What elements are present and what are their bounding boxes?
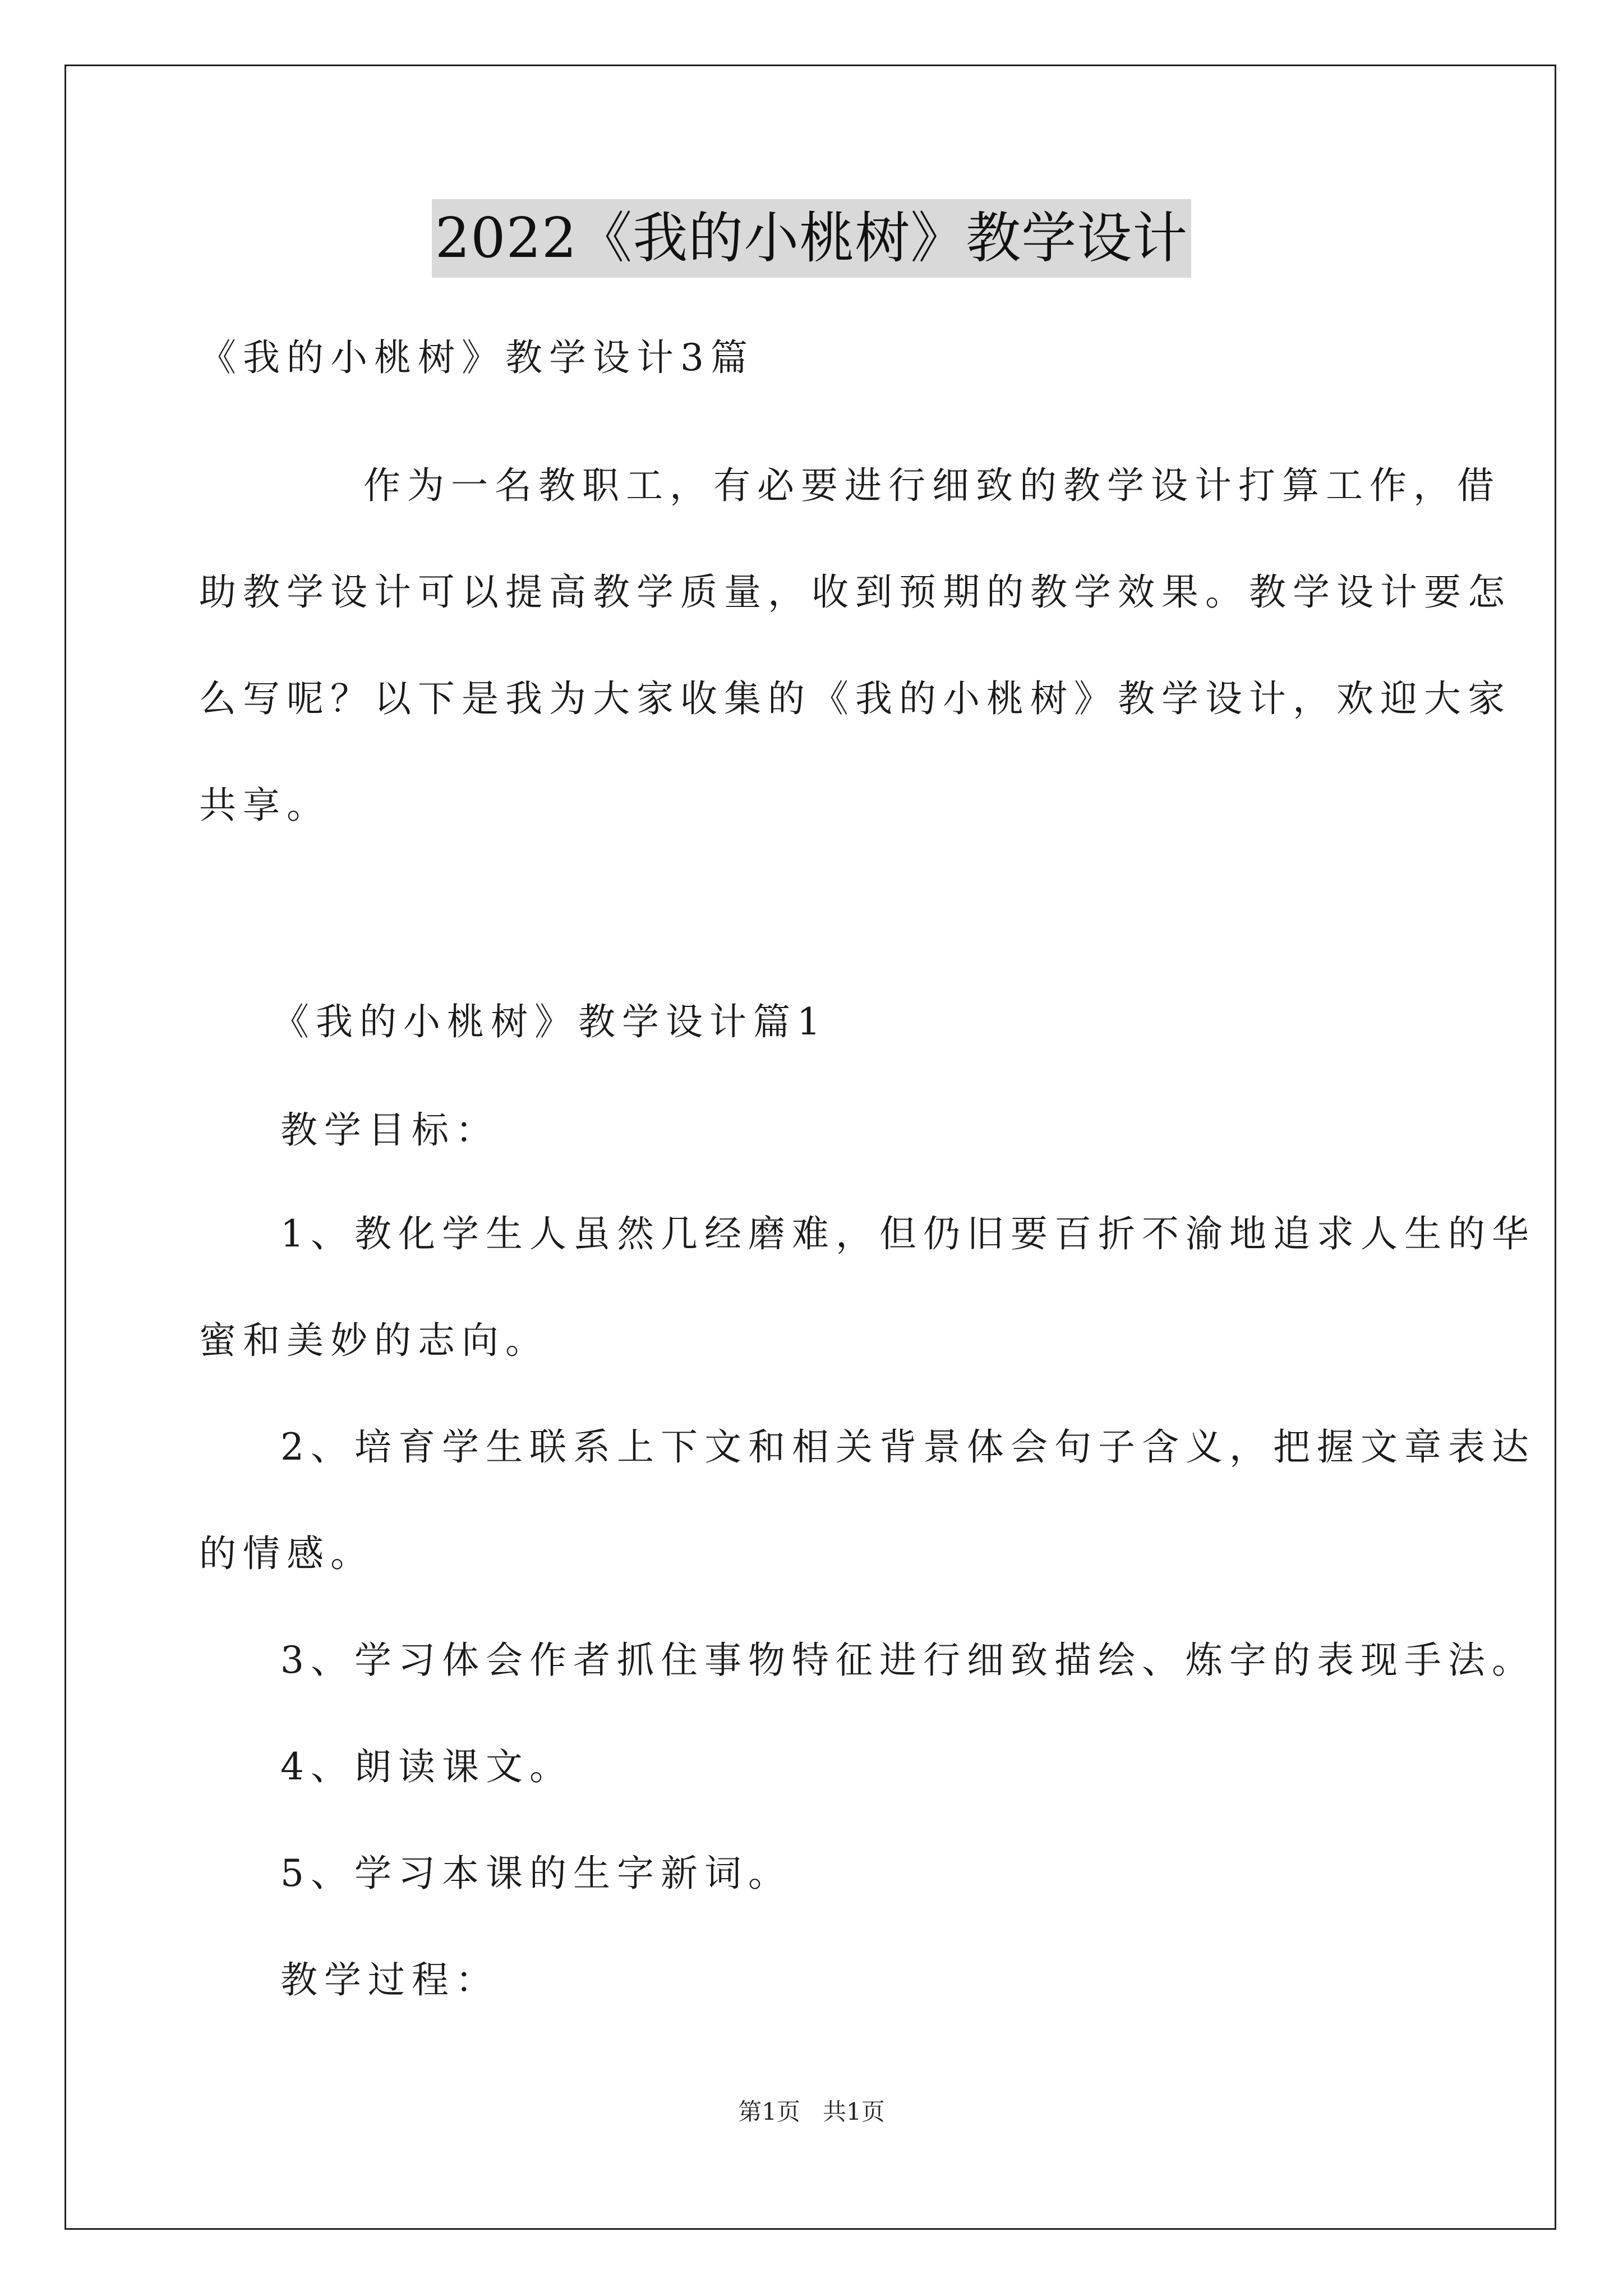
intro-line-4: 共享。 <box>199 784 330 827</box>
objective-line-1: 1、教化学生人虽然几经磨难，但仍旧要百折不渝地追求人生的华 <box>280 1212 1536 1255</box>
intro-line-3: 么写呢？以下是我为大家收集的《我的小桃树》教学设计，欢迎大家 <box>199 677 1511 720</box>
intro-line-2: 助教学设计可以提高教学质量，收到预期的教学效果。教学设计要怎 <box>199 570 1511 614</box>
process-heading: 教学过程： <box>280 1958 499 2001</box>
document-title: 2022《我的小桃树》教学设计 <box>432 199 1191 278</box>
section-heading: 《我的小桃树》教学设计篇1 <box>272 1000 827 1043</box>
objective-line-4: 的情感。 <box>199 1532 374 1575</box>
objective-line-5: 3、学习体会作者抓住事物特征进行细致描绘、炼字的表现手法。 <box>280 1639 1536 1682</box>
objective-line-7: 5、学习本课的生字新词。 <box>280 1852 792 1895</box>
title-wrapper <box>0 199 1623 278</box>
objectives-heading: 教学目标： <box>280 1108 499 1152</box>
objective-line-3: 2、培育学生联系上下文和相关背景体会句子含义，把握文章表达 <box>280 1425 1536 1469</box>
objective-line-6: 4、朗读课文。 <box>280 1745 573 1788</box>
objective-line-2: 蜜和美妙的志向。 <box>199 1319 549 1362</box>
subtitle: 《我的小桃树》教学设计3篇 <box>199 336 754 379</box>
intro-line-1: 作为一名教职工，有必要进行细致的教学设计打算工作，借 <box>363 464 1501 507</box>
page-footer: 第1页 共1页 <box>738 2098 885 2125</box>
